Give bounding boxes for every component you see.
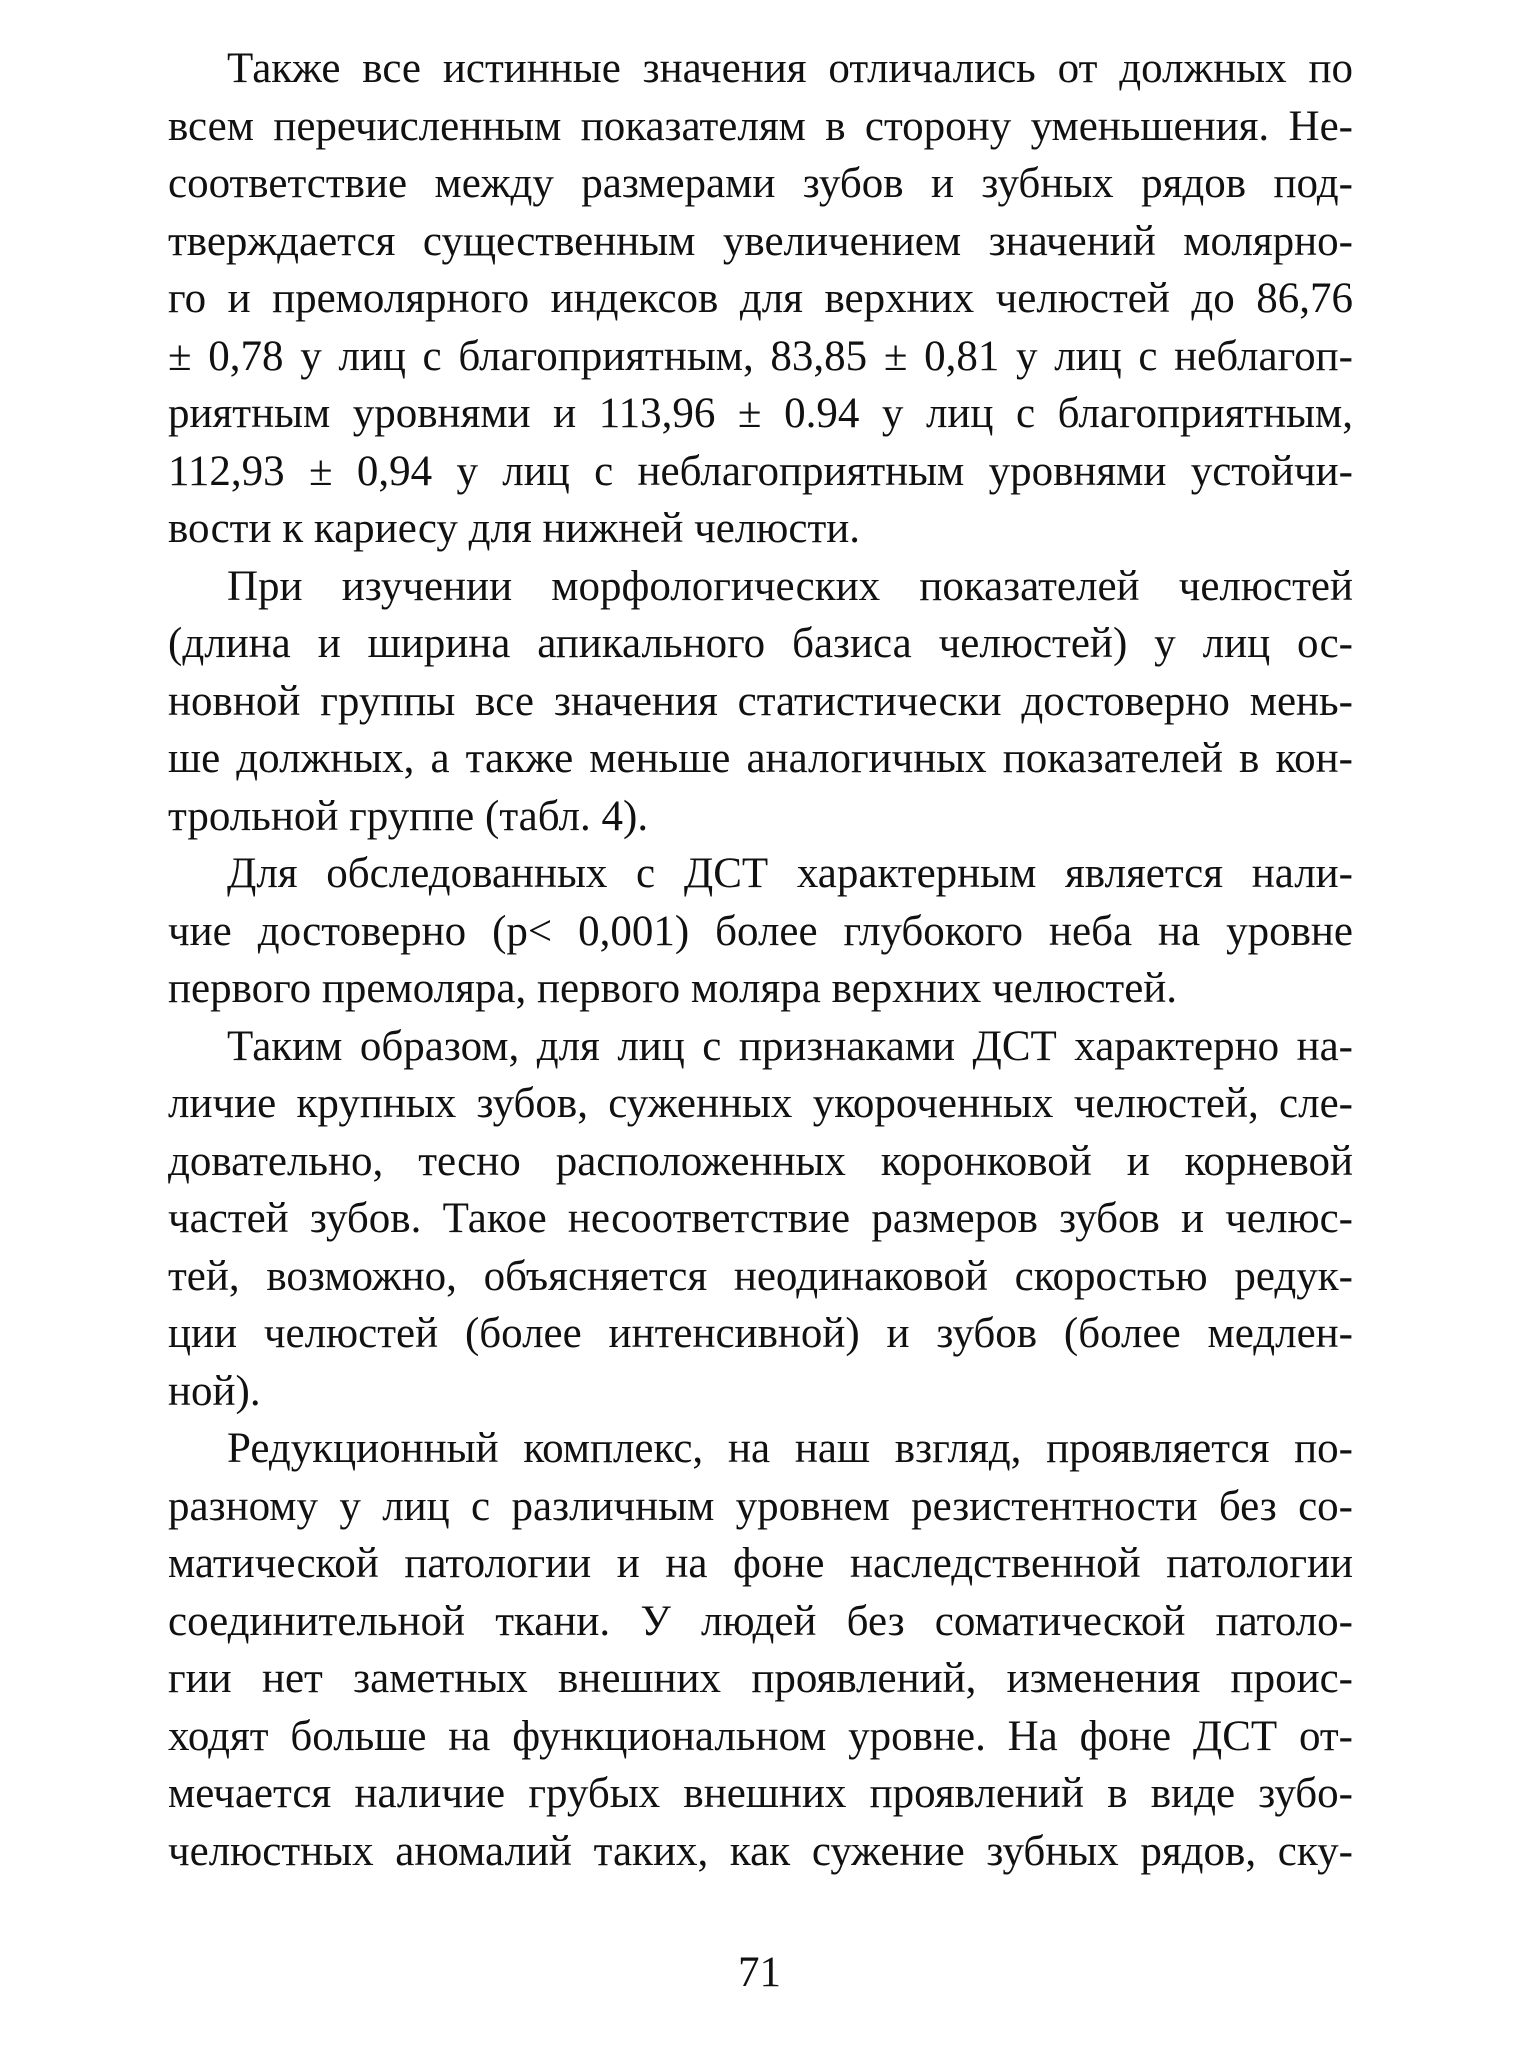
- paragraph-2: [168, 558, 1353, 846]
- text-line: личие крупных зубов, суженных укороченных челюстей, сле-: [168, 1080, 1353, 1127]
- text-line: ше должных, а также меньше аналогичных показателей в кон-: [168, 735, 1353, 782]
- text-line: чие достоверно (р< 0,001) более глубокого неба на уровне: [168, 907, 1353, 955]
- text-line: вости к кариесу для нижней челюсти.: [168, 505, 861, 552]
- paragraph-5: [168, 1420, 1353, 1880]
- text-line: ной).: [168, 1367, 261, 1415]
- text-line: тей, возможно, объясняется неодинаковой скоростью редук-: [168, 1252, 1353, 1300]
- text-line: 112,93 ± 0,94 у лиц с неблагоприятным уровнями устойчи-: [168, 447, 1353, 495]
- text-line: го и премолярного индексов для верхних челюстей до 86,76: [168, 275, 1353, 322]
- text-line: мечается наличие грубых внешних проявлений в виде зубо-: [168, 1770, 1353, 1817]
- text-line: Для обследованных с ДСТ характерным является нали-: [227, 850, 1353, 897]
- text-line: ± 0,78 у лиц с благоприятным, 83,85 ± 0,81 у лиц с неблагоп-: [168, 332, 1353, 380]
- paragraph-3: [168, 845, 1353, 1018]
- paragraph-1: [168, 40, 1353, 558]
- text-line: матической патологии и на фоне наследственной патологии: [168, 1540, 1353, 1587]
- text-line: гии нет заметных внешних проявлений, изменения проис-: [168, 1655, 1353, 1702]
- page-body: [168, 40, 1353, 1880]
- text-line: Также все истинные значения отличались от должных по: [227, 45, 1353, 92]
- text-line: При изучении морфологических показателей челюстей: [227, 562, 1353, 610]
- text-line: риятным уровнями и 113,96 ± 0.94 у лиц с благоприятным,: [168, 390, 1353, 437]
- text-line: Таким образом, для лиц с признаками ДСТ характерно на-: [227, 1022, 1353, 1070]
- page-number: 71: [738, 1949, 781, 1996]
- text-line: ходят больше на функциональном уровне. На фоне ДСТ от-: [168, 1712, 1353, 1760]
- text-line: всем перечисленным показателям в сторону уменьшения. Не-: [168, 102, 1353, 150]
- text-line: довательно, тесно расположенных коронковой и корневой: [168, 1137, 1353, 1185]
- text-line: тверждается существенным увеличением значений молярно-: [168, 217, 1353, 265]
- paragraph-4: [168, 1018, 1353, 1421]
- text-line: ции челюстей (более интенсивной) и зубов (более медлен-: [168, 1310, 1353, 1357]
- text-line: трольной группе (табл. 4).: [168, 792, 649, 840]
- text-line: первого премоляра, первого моляра верхних челюстей.: [168, 965, 1178, 1012]
- text-line: Редукционный комплекс, на наш взгляд, проявляется по-: [227, 1425, 1353, 1472]
- text-line: новной группы все значения статистически достоверно мень-: [168, 677, 1353, 725]
- text-line: частей зубов. Такое несоответствие размеров зубов и челюс-: [168, 1195, 1353, 1242]
- text-line: соединительной ткани. У людей без соматической патоло-: [168, 1597, 1353, 1645]
- text-line: челюстных аномалий таких, как сужение зубных рядов, ску-: [168, 1827, 1353, 1875]
- text-line: (длина и ширина апикального базиса челюстей) у лиц ос-: [168, 620, 1353, 667]
- text-line: соответствие между размерами зубов и зубных рядов под-: [168, 160, 1353, 207]
- text-line: разному у лиц с различным уровнем резистентности без со-: [168, 1482, 1353, 1530]
